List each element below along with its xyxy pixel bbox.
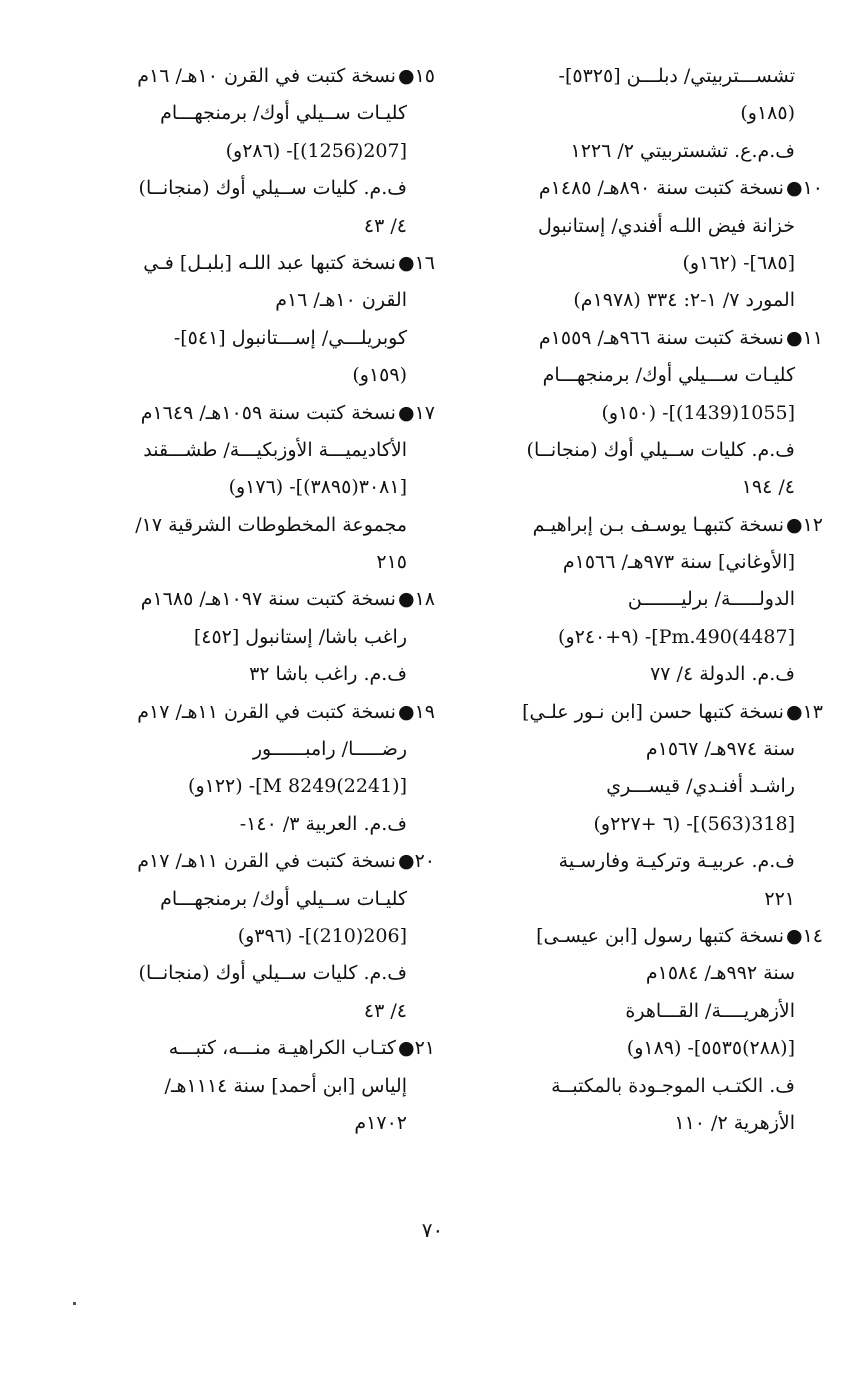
catalog-entry [451, 694, 823, 918]
entry-line: ف. الكتـب الموجـودة بالمكتبــة [551, 1074, 795, 1097]
entry-number: ١٦ [414, 251, 435, 274]
entry-first-line [451, 918, 823, 955]
entry-line: كوبريلـــي/ إســـتانبول [٥٤١]- [173, 326, 407, 349]
entry-text: نسخة كتبت في القرن ١١هـ/ ١٧م [137, 850, 396, 873]
entry-number: ١٢ [802, 513, 823, 536]
entry-line: سنة ٩٩٢هـ/ ١٥٨٤م [645, 962, 795, 985]
entry-number: ١٤ [802, 924, 823, 947]
entry-first-line [105, 58, 435, 95]
entry-first-line [105, 245, 435, 282]
entry-first-line [451, 320, 823, 357]
entry-text: نسخة كتبهـا يوسـف بـن إبراهيـم [532, 513, 784, 536]
entry-line: إلياس [ابن أحمد] سنة ١١١٤هـ/ [164, 1074, 407, 1097]
entry-number: ١٨ [414, 588, 435, 611]
entry-line: ٤/ ١٩٤ [741, 476, 795, 499]
entry-line: [٦٨٥]- (١٦٢و) [682, 251, 795, 274]
entry-line: [4487)Pm.490]- (٩+٢٤٠و) [558, 625, 795, 648]
entry-text: كتـاب الكراهيـة منـــه، كتبـــه [168, 1037, 396, 1060]
catalog-entry [451, 170, 823, 320]
entry-first-line [451, 170, 823, 207]
entry-first-line [451, 507, 823, 544]
entry-text: نسخة كتبت سنة ١٠٩٧هـ/ ١٦٨٥م [140, 588, 396, 611]
entry-line: ف.م. العربية ٣/ ١٤٠- [239, 812, 407, 835]
entry-number: ٢٠ [414, 850, 435, 873]
entry-text: نسخة كتبها رسول [ابن عيسـى] [536, 924, 784, 947]
entry-first-line [105, 395, 435, 432]
entry-line: ف.م. كليات ســيلي أوك (منجانــا) [138, 177, 407, 200]
entry-line: ف.م. الدولة ٤/ ٧٧ [650, 663, 795, 686]
catalog-entry [105, 843, 435, 1030]
entry-text: نسخة كتبت سنة ١٠٥٩هـ/ ١٦٤٩م [140, 401, 396, 424]
bullet-icon: ● [397, 588, 415, 611]
entry-line: القرن ١٠هـ/ ١٦م [275, 289, 407, 312]
catalog-entry [105, 694, 435, 844]
entry-line: تشســـتربيتي/ دبلـــن [٥٣٢٥]- [558, 65, 795, 87]
entry-text: نسخة كتبها عبد اللـه [بلبـل] فـي [143, 251, 396, 274]
entry-line: ف.م. عربيـة وتركيـة وفارسـية [558, 850, 795, 873]
bullet-icon: ● [785, 177, 803, 200]
right-column [451, 58, 823, 1142]
bullet-icon: ● [397, 850, 415, 873]
entry-text: نسخة كتبها حسن [ابن نـور علـي] [522, 700, 784, 723]
entry-line: ف.م. راغب باشا ٣٢ [249, 663, 407, 686]
entry-text: نسخة كتبت سنة ٩٦٦هـ/ ١٥٥٩م [538, 326, 784, 349]
entry-number: ١٣ [802, 700, 823, 723]
entry-line: الدولـــــة/ برليـــــــن [627, 588, 795, 611]
entry-number: ١٧ [414, 401, 435, 424]
entry-line: ١٧٠٢م [354, 1111, 407, 1134]
entry-first-line [105, 843, 435, 880]
entry-line: [206(210)]- (٣٩٦و) [237, 924, 407, 947]
entry-number: ١٩ [414, 700, 435, 723]
catalog-entry [105, 1030, 435, 1142]
entry-line: ٢٢١ [764, 887, 795, 910]
entry-number: ١٥ [414, 65, 435, 87]
entry-first-line [451, 694, 823, 731]
entry-line: [207(1256)]- (٢٨٦و) [225, 139, 407, 162]
entry-first-line [105, 581, 435, 618]
entry-text: نسخة كتبت في القرن ١١هـ/ ١٧م [137, 700, 396, 723]
entry-first-line [105, 694, 435, 731]
entry-text: نسخة كتبت في القرن ١٠هـ/ ١٦م [137, 65, 396, 87]
bullet-icon: ● [397, 1037, 415, 1060]
entry-line: ف.م. كليات ســيلي أوك (منجانــا) [138, 962, 407, 985]
entry-line: ف.م. كليات ســيلي أوك (منجانــا) [526, 438, 795, 461]
entry-line: رضـــــا/ رامبــــــور [252, 738, 407, 761]
catalog-entry [105, 395, 435, 582]
bullet-icon: ● [397, 401, 415, 424]
bullet-icon: ● [397, 700, 415, 723]
entry-line: سنة ٩٧٤هـ/ ١٥٦٧م [645, 738, 795, 761]
entry-line: كليـات ســـيلي أوك/ برمنجهـــام [542, 364, 795, 387]
entry-first-line [105, 1030, 435, 1067]
entry-line: مجموعة المخطوطات الشرقية ١٧/ [135, 513, 407, 536]
entry-line: ٢١٥ [376, 551, 407, 574]
entry-line: (١٨٥و) [740, 102, 795, 125]
entry-number: ١١ [802, 326, 823, 349]
entry-line: [(٢٨٨)٥٥٣٥]- (١٨٩و) [626, 1037, 795, 1060]
entry-continuation [451, 58, 823, 170]
left-column [105, 58, 435, 1142]
bullet-icon: ● [397, 251, 415, 274]
catalog-entry [105, 581, 435, 693]
entry-line: [الأوغاني] سنة ٩٧٣هـ/ ١٥٦٦م [562, 551, 795, 574]
entry-number: ٢١ [414, 1037, 435, 1060]
entry-line: راشـد أفنـدي/ قيســـري [606, 775, 795, 798]
entry-line: خزانة فيض اللـه أفندي/ إستانبول [537, 214, 795, 237]
catalog-entry [105, 245, 435, 395]
scan-speck [73, 1302, 76, 1305]
entry-line: ف.م.ع. تشستربيتي ٢/ ١٢٢٦ [570, 139, 795, 162]
entry-number: ١٠ [802, 177, 823, 200]
entry-line: ٤/ ٤٣ [363, 214, 407, 237]
entry-line: الأزهريــــة/ القـــاهرة [625, 999, 795, 1022]
entry-line: الأزهرية ٢/ ١١٠ [674, 1111, 795, 1134]
page-number: ٧٠ [421, 1218, 444, 1242]
entry-line: راغب باشا/ إستانبول [٤٥٢] [193, 625, 407, 648]
entry-line: [٣٠٨١(٣٨٩٥)]- (١٧٦و) [228, 476, 407, 499]
bullet-icon: ● [785, 513, 803, 536]
catalog-entry [451, 507, 823, 694]
entry-line: [1055(1439)]- (١٥٠و) [601, 401, 795, 424]
catalog-entry [451, 320, 823, 507]
entry-line: كليـات ســيلي أوك/ برمنجهـــام [160, 102, 407, 125]
entry-line: المورد ٧/ ١-٢: ٣٣٤ (١٩٧٨م) [573, 289, 795, 312]
entry-line: الأكاديميـــة الأوزبكيـــة/ طشـــقند [143, 438, 407, 461]
bullet-icon: ● [785, 700, 803, 723]
catalog-entry [105, 58, 435, 245]
catalog-entry [451, 918, 823, 1142]
entry-line: كليـات ســيلي أوك/ برمنجهـــام [160, 887, 407, 910]
bullet-icon: ● [397, 65, 415, 87]
entry-line: (١٥٩و) [352, 364, 407, 387]
entry-line: [M 8249(2241)]- (١٢٢و) [188, 775, 407, 798]
entry-line: ٤/ ٤٣ [363, 999, 407, 1022]
entry-line: [318(563)]- (٦ +٢٢٧و) [593, 812, 795, 835]
bullet-icon: ● [785, 924, 803, 947]
entry-text: نسخة كتبت سنة ٨٩٠هـ/ ١٤٨٥م [538, 177, 784, 200]
bullet-icon: ● [785, 326, 803, 349]
